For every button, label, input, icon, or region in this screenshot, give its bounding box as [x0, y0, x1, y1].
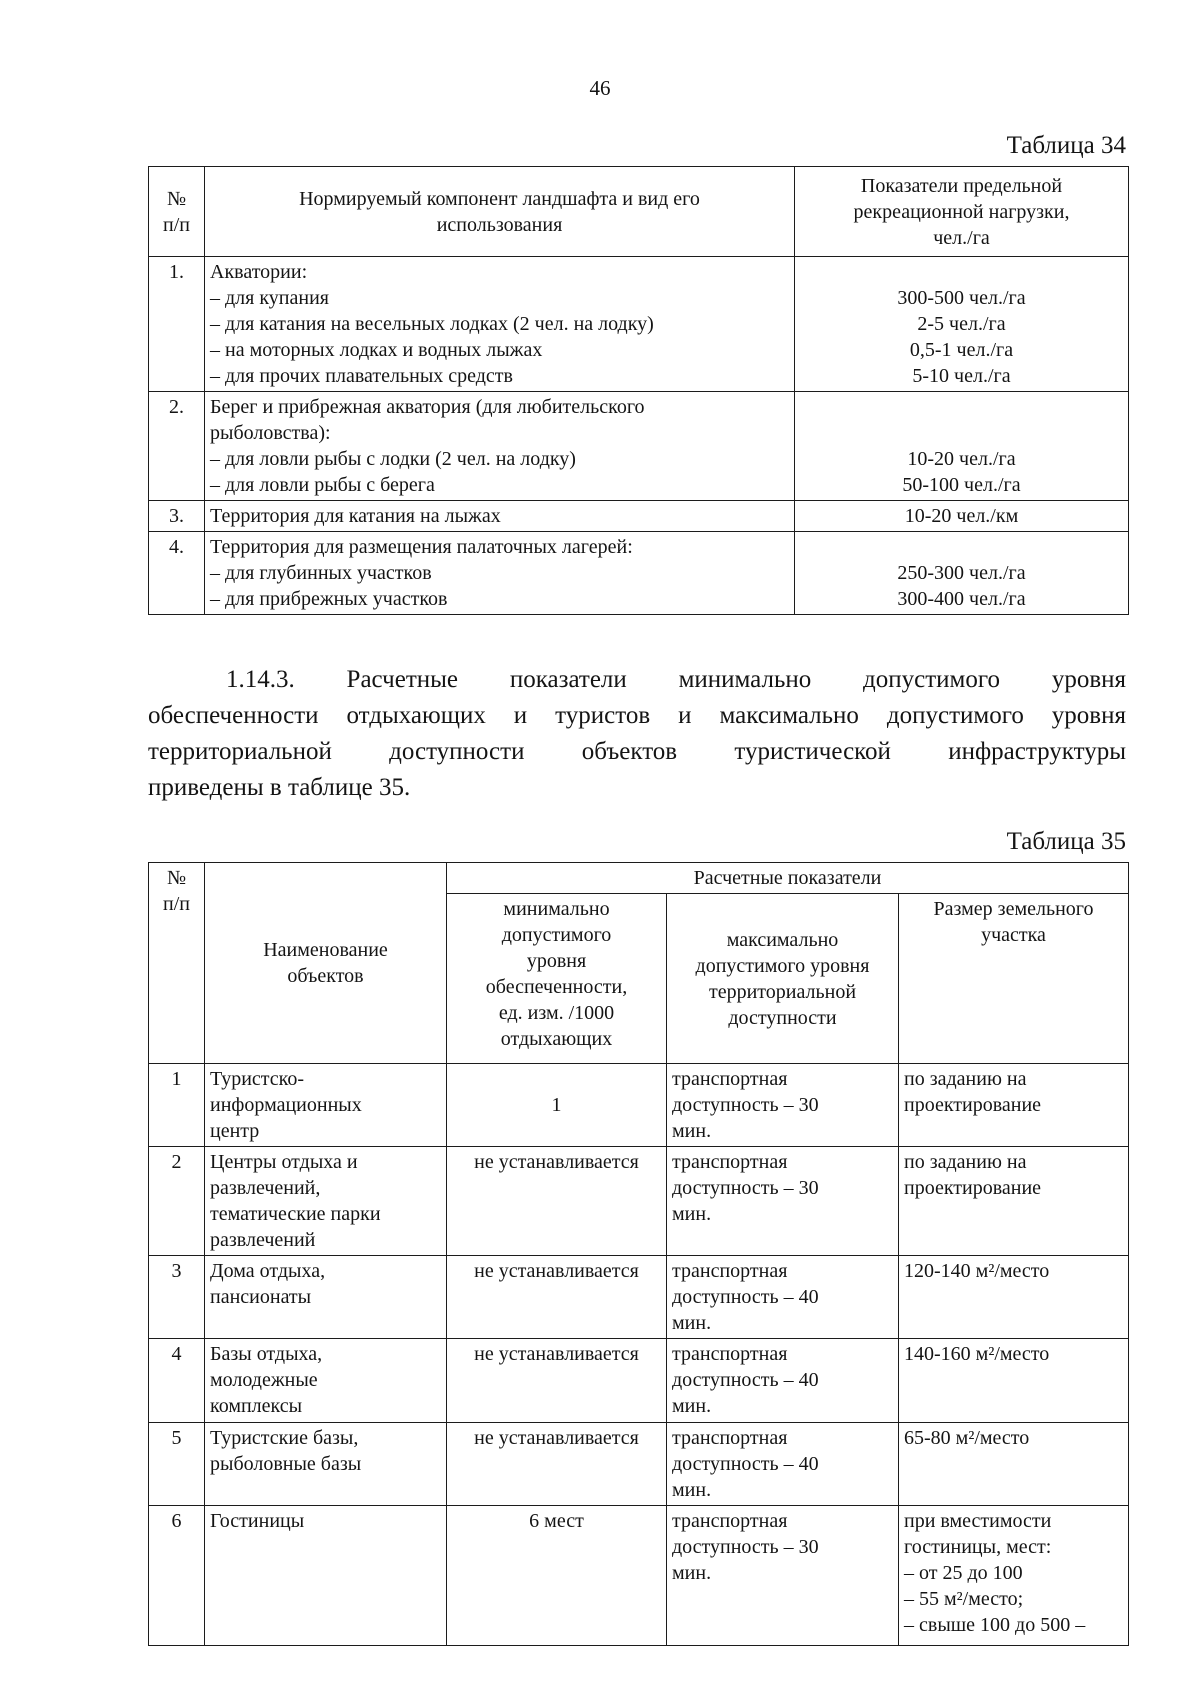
- row-load: 10-20 чел./км: [795, 501, 1129, 532]
- table-row: [149, 1423, 1129, 1506]
- row-name: Туристские базы, рыболовные базы: [205, 1423, 447, 1506]
- row-component: Территория для катания на лыжах: [205, 501, 795, 532]
- header-area: Размер земельного участка: [899, 894, 1129, 1064]
- table-35-caption: Таблица 35: [1006, 828, 1126, 855]
- header-min: минимально допустимого уровня обеспеченности, ед. изм. /1000 отдыхающих: [447, 894, 667, 1064]
- row-max: транспортная доступность – 30 мин.: [667, 1506, 899, 1646]
- row-load: 10-20 чел./га 50-100 чел./га: [795, 392, 1129, 501]
- row-name: Базы отдыха, молодежные комплексы: [205, 1339, 447, 1423]
- row-num: 3.: [149, 501, 205, 532]
- row-load: 250-300 чел./га 300-400 чел./га: [795, 532, 1129, 615]
- row-num: 4.: [149, 532, 205, 615]
- table-row: [149, 1506, 1129, 1646]
- row-max: транспортная доступность – 40 мин.: [667, 1423, 899, 1506]
- row-num: 5: [149, 1423, 205, 1506]
- header-load: Показатели предельной рекреационной нагрузки, чел./га: [795, 167, 1129, 257]
- header-name: Наименование объектов: [205, 863, 447, 1064]
- row-area: при вместимости гостиницы, мест: – от 25 до 100 – 55 м²/место; – свыше 100 до 500 –: [899, 1506, 1129, 1646]
- table-row: [149, 1339, 1129, 1423]
- table-row: [149, 532, 1129, 615]
- table-row: [149, 257, 1129, 392]
- table-34-caption: Таблица 34: [1006, 132, 1126, 159]
- row-num: 3: [149, 1256, 205, 1339]
- row-component: Территория для размещения палаточных лагерей: – для глубинных участков – для прибрежных участков: [205, 532, 795, 615]
- table-row: [149, 501, 1129, 532]
- table-row: [149, 1147, 1129, 1256]
- table-row: [149, 1064, 1129, 1147]
- row-component: Берег и прибрежная акватория (для любительского рыболовства): – для ловли рыбы с лодки (2 чел. на лодку) – для ловли рыбы с берега: [205, 392, 795, 501]
- row-num: 2: [149, 1147, 205, 1256]
- paragraph-line: обеспеченности отдыхающих и туристов и максимально допустимого уровня: [148, 702, 1126, 729]
- table-35-header-row: [149, 863, 1129, 894]
- header-max: максимально допустимого уровня территориальной доступности: [667, 894, 899, 1064]
- row-min: не устанавливается: [447, 1256, 667, 1339]
- row-max: транспортная доступность – 30 мин.: [667, 1147, 899, 1256]
- row-max: транспортная доступность – 40 мин.: [667, 1339, 899, 1423]
- header-num: № п/п: [149, 863, 205, 1064]
- table-34: [148, 166, 1129, 615]
- row-min: не устанавливается: [447, 1339, 667, 1423]
- table-34-header-row: [149, 167, 1129, 257]
- paragraph-line: 1.14.3. Расчетные показатели минимально допустимого уровня: [226, 666, 1126, 693]
- row-min: не устанавливается: [447, 1423, 667, 1506]
- row-name: Дома отдыха, пансионаты: [205, 1256, 447, 1339]
- row-name: Центры отдыха и развлечений, тематические парки развлечений: [205, 1147, 447, 1256]
- row-max: транспортная доступность – 30 мин.: [667, 1064, 899, 1147]
- row-area: 140-160 м²/место: [899, 1339, 1129, 1423]
- header-num: № п/п: [149, 167, 205, 257]
- table-row: [149, 1256, 1129, 1339]
- row-area: по заданию на проектирование: [899, 1064, 1129, 1147]
- header-group: Расчетные показатели: [447, 863, 1129, 894]
- row-num: 4: [149, 1339, 205, 1423]
- row-num: 6: [149, 1506, 205, 1646]
- page-number: 46: [589, 76, 611, 100]
- row-num: 1.: [149, 257, 205, 392]
- paragraph-line: приведены в таблице 35.: [148, 774, 411, 801]
- row-max: транспортная доступность – 40 мин.: [667, 1256, 899, 1339]
- row-min: 6 мест: [447, 1506, 667, 1646]
- table-35: [148, 862, 1129, 1646]
- row-component: Акватории: – для купания – для катания на весельных лодках (2 чел. на лодку) – на моторных лодках и водных лыжах – для прочих плавательных средств: [205, 257, 795, 392]
- paragraph-line: территориальной доступности объектов туристической инфраструктуры: [148, 738, 1126, 765]
- row-num: 1: [149, 1064, 205, 1147]
- row-name: Гостиницы: [205, 1506, 447, 1646]
- row-area: по заданию на проектирование: [899, 1147, 1129, 1256]
- row-name: Туристско- информационных центр: [205, 1064, 447, 1147]
- table-row: [149, 392, 1129, 501]
- header-component: Нормируемый компонент ландшафта и вид его использования: [205, 167, 795, 257]
- row-load: 300-500 чел./га 2-5 чел./га 0,5-1 чел./га 5-10 чел./га: [795, 257, 1129, 392]
- row-min: 1: [447, 1064, 667, 1147]
- row-num: 2.: [149, 392, 205, 501]
- row-area: 120-140 м²/место: [899, 1256, 1129, 1339]
- row-area: 65-80 м²/место: [899, 1423, 1129, 1506]
- body-paragraph: [148, 662, 1126, 806]
- row-min: не устанавливается: [447, 1147, 667, 1256]
